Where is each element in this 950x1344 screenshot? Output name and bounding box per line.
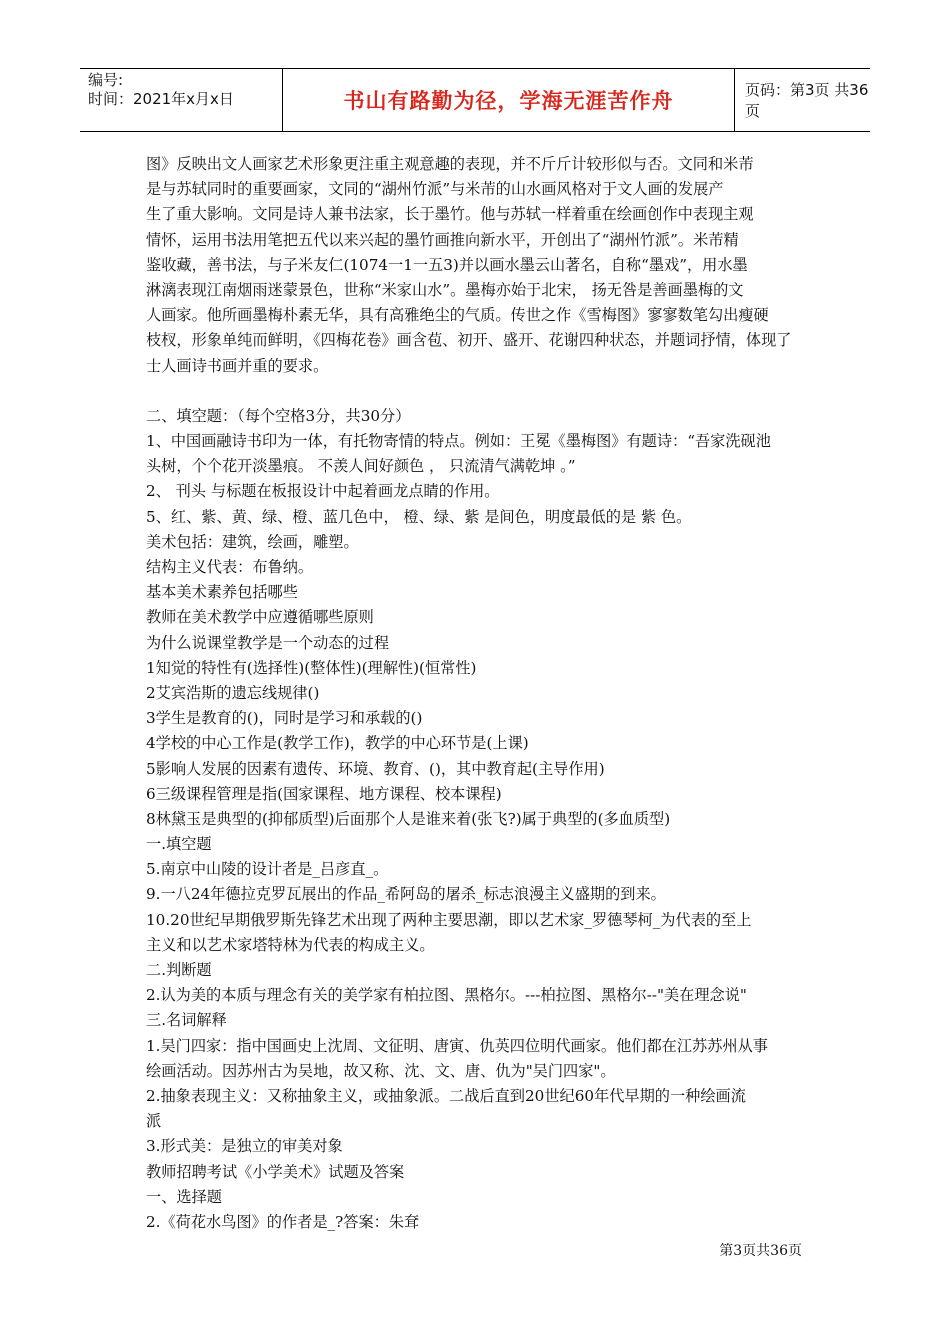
page-footer: 第3页共36页 (719, 1243, 802, 1259)
header-table (80, 68, 870, 132)
text-line: 2.《荷花水鸟图》的作者是_?答案：朱耷 (146, 1212, 420, 1231)
text-line: 2.抽象表现主义：又称抽象主义，或抽象派。二战后直到20世纪60年代早期的一种绘画流 (146, 1086, 746, 1105)
text-line: 三.名词解释 (146, 1011, 227, 1030)
text-line: 2、 刊头 与标题在板报设计中起着画龙点睛的作用。 (146, 482, 500, 501)
text-line: 美术包括：建筑，绘画，雕塑。 (146, 532, 359, 551)
header-meta (80, 69, 283, 131)
text-line: 图》反映出文人画家艺术形象更注重主观意趣的表现，并不斤斤计较形似与否。文同和米芾 (146, 155, 754, 173)
text-line: 士人画诗书画并重的要求。 (146, 356, 329, 375)
text-line: 5影响人发展的因素有遗传、环境、教育、()，其中教育起(主导作用) (146, 759, 605, 778)
text-line: 二、填空题：（每个空格3分，共30分） (146, 406, 411, 425)
text-line: 教师在美术教学中应遵循哪些原则 (146, 608, 374, 627)
text-line: 一.填空题 (146, 835, 212, 854)
text-line: 绘画活动。因苏州古为吴地，故又称、沈、文、唐、仇为"吴门四家"。 (146, 1061, 616, 1080)
text-line: 5.南京中山陵的设计者是_吕彦直_。 (146, 860, 389, 879)
text-line: 枝杈，形象单纯而鲜明，《四梅花卷》画含苞、初开、盛开、花谢四种状态，并题词抒情，体现了 (146, 331, 792, 350)
text-line: 生了重大影响。文同是诗人兼书法家，长于墨竹。他与苏轼一样着重在绘画创作中表现主观 (146, 205, 754, 224)
text-line: 结构主义代表：布鲁纳。 (146, 558, 314, 576)
text-line: 是与苏轼同时的重要画家，文同的“湖州竹派”与米芾的山水画风格对于文人画的发展产 (146, 180, 724, 199)
text-line: 二.判断题 (146, 961, 212, 979)
text-line: 一、选择题 (146, 1187, 222, 1206)
text-line: 3学生是教育的()，同时是学习和承载的() (146, 709, 423, 728)
text-line: 5、红、紫、黄、绿、橙、蓝几色中， 橙、绿、紫 是间色，明度最低的是 紫 色。 (146, 507, 692, 526)
text-line: 派 (146, 1112, 162, 1131)
text-line: 4学校的中心工作是(教学工作)，教学的中心环节是(上课) (146, 734, 529, 753)
header-page-info: 页码：第3页 共36页 (745, 81, 869, 120)
document-date: 时间：2021年x月x日 (88, 90, 234, 108)
text-line: 为什么说课堂教学是一个动态的过程 (146, 633, 389, 652)
text-line: 9.一八24年德拉克罗瓦展出的作品_希阿岛的屠杀_标志浪漫主义盛期的到来。 (146, 885, 666, 904)
text-line: 主义和以艺术家塔特林为代表的构成主义。 (146, 935, 435, 954)
text-line: 淋漓表现江南烟雨迷蒙景色，世称“米家山水”。墨梅亦始于北宋， 扬无咎是善画墨梅的文 (146, 280, 744, 299)
text-line: 人画家。他所画墨梅朴素无华，具有高雅绝尘的气质。传世之作《雪梅图》寥寥数笔勾出瘦硬 (146, 306, 769, 325)
text-line: 情怀，运用书法用笔把五代以来兴起的墨竹画推向新水平，开创出了“湖州竹派”。米芾精 (146, 230, 739, 249)
text-line: 1.吴门四家：指中国画史上沈周、文征明、唐寅、仇英四位明代画家。他们都在江苏苏州从事 (146, 1036, 768, 1055)
document-body (146, 152, 811, 1235)
header-motto: 书山有路勤为径，学海无涯苦作舟 (283, 69, 735, 131)
text-line: 基本美术素养包括哪些 (146, 583, 298, 602)
text-line: 头树，个个花开淡墨痕。 不羡人间好颜色 ， 只流清气满乾坤 。” (146, 457, 576, 476)
blank-line (146, 379, 811, 404)
text-line: 1知觉的特性有(选择性)(整体性)(理解性)(恒常性) (146, 658, 477, 677)
text-line: 2艾宾浩斯的遗忘线规律() (146, 683, 320, 702)
text-line: 鉴收藏，善书法，与子米友仁(1074一1一五3)并以画水墨云山著名，自称“墨戏”，用水墨 (146, 255, 748, 274)
text-line: 1、中国画融诗书印为一体，有托物寄情的特点。例如：王冕《墨梅图》有题诗：“吾家洗砚池 (146, 432, 771, 451)
text-line: 6三级课程管理是指(国家课程、地方课程、校本课程) (146, 784, 502, 803)
text-line: 3.形式美：是独立的审美对象 (146, 1137, 343, 1156)
text-line: 8林黛玉是典型的(抑郁质型)后面那个人是谁来着(张飞?)属于典型的(多血质型) (146, 809, 671, 828)
text-line: 2.认为美的本质与理念有关的美学家有柏拉图、黑格尔。---柏拉图、黑格尔--"美在理念说" (146, 986, 747, 1005)
text-line: 10.20世纪早期俄罗斯先锋艺术出现了两种主要思潮，即以艺术家_罗德琴柯_为代表的至上 (146, 910, 752, 929)
text-line: 教师招聘考试《小学美术》试题及答案 (146, 1162, 405, 1181)
document-number-label: 编号: (88, 71, 124, 89)
